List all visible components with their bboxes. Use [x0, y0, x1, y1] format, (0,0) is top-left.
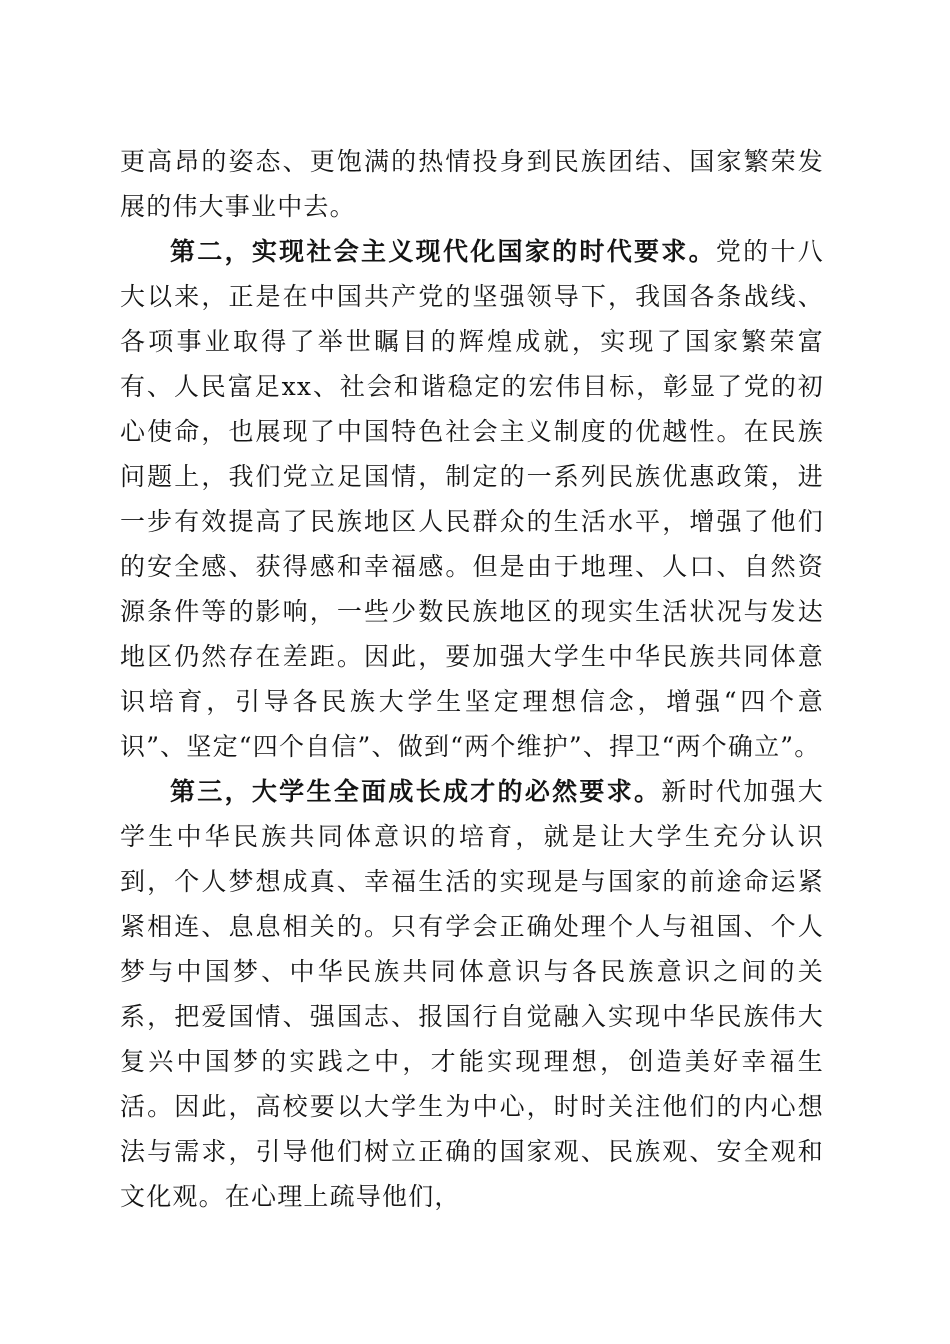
paragraph-block-third — [120, 769, 824, 1219]
paragraph-body: 新时代加强大学生中华民族共同体意识的培育，就是让大学生充分认识到，个人梦想成真、幸福生活的实现是与国家的前途命运紧紧相连、息息相关的。只有学会正确处理个人与祖国、个人梦与中国梦、中华民族共同体意识与各民族意识之间的关系，把爱国情、强国志、报国行自觉融入实现中华民族伟大复兴中国梦的实践之中，才能实现理想，创造美好幸福生活。因此，高校要以大学生为中心，时时关注他们的内心想法与需求，引导他们树立正确的国家观、民族观、安全观和文化观。在心理上疏导他们， — [120, 777, 825, 1211]
paragraph-third — [120, 769, 824, 1219]
paragraph-heading: 第三，大学生全面成长成才的必然要求。 — [170, 777, 662, 806]
paragraph-block-second — [120, 229, 824, 769]
paragraph-heading: 第二，实现社会主义现代化国家的时代要求。 — [170, 237, 716, 266]
paragraph-continuation — [120, 139, 824, 229]
paragraph-body: 更高昂的姿态、更饱满的热情投身到民族团结、国家繁荣发展的伟大事业中去。 — [120, 147, 824, 221]
continuation-block — [120, 139, 824, 229]
paragraph-second — [120, 229, 824, 769]
paragraph-body: 党的十八大以来，正是在中国共产党的坚强领导下，我国各条战线、各项事业取得了举世瞩目的辉煌成就，实现了国家繁荣富有、人民富足xx、社会和谐稳定的宏伟目标，彰显了党的初心使命，也展现了中国特色社会主义制度的优越性。在民族问题上，我们党立足国情，制定的一系列民族优惠政策，进一步有效提高了民族地区人民群众的生活水平，增强了他们的安全感、获得感和幸福感。但是由于地理、人口、自然资源条件等的影响，一些少数民族地区的现实生活状况与发达地区仍然存在差距。因此，要加强大学生中华民族共同体意识培育，引导各民族大学生坚定理想信念，增强“四个意识”、坚定“四个自信”、做到“两个维护”、捍卫“两个确立”。 — [120, 237, 824, 761]
